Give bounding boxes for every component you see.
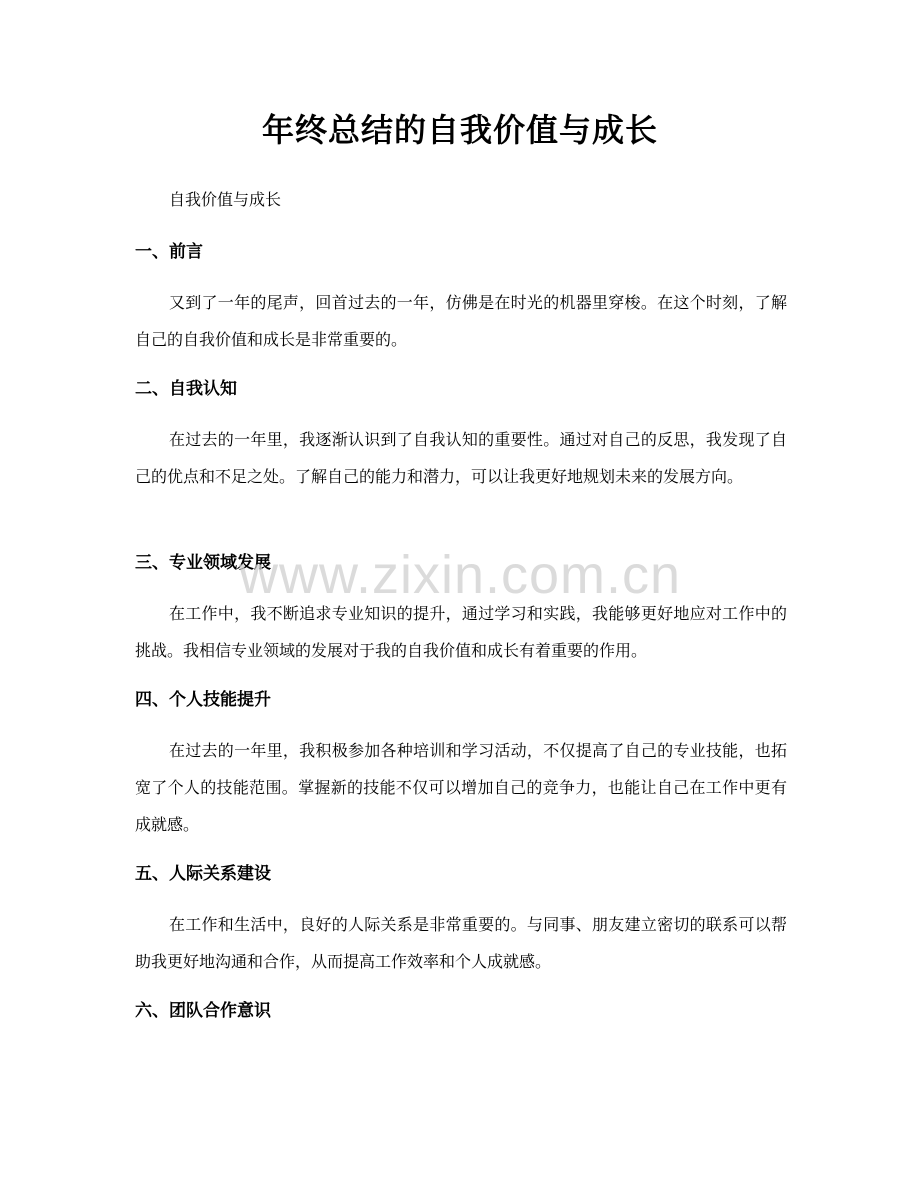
- section-heading-self-awareness: 二、自我认知: [135, 379, 237, 399]
- section-heading-skill-improvement: 四、个人技能提升: [135, 690, 271, 710]
- section-body-self-awareness: 在过去的一年里，我逐渐认识到了自我认知的重要性。通过对自己的反思，我发现了自己的优点和不足之处。了解自己的能力和潜力，可以让我更好地规划未来的发展方向。: [135, 430, 787, 486]
- section-body-preface: 又到了一年的尾声，回首过去的一年，仿佛是在时光的机器里穿梭。在这个时刻，了解自己的自我价值和成长是非常重要的。: [135, 293, 787, 349]
- section-heading-teamwork: 六、团队合作意识: [135, 1001, 271, 1021]
- section-body-professional-development: 在工作中，我不断追求专业知识的提升，通过学习和实践，我能够更好地应对工作中的挑战。我相信专业领域的发展对于我的自我价值和成长有着重要的作用。: [135, 604, 787, 660]
- document-title: 年终总结的自我价值与成长: [261, 111, 658, 149]
- section-body-skill-improvement: 在过去的一年里，我积极参加各种培训和学习活动，不仅提高了自己的专业技能，也拓宽了个人的技能范围。掌握新的技能不仅可以增加自己的竞争力，也能让自己在工作中更有成就感。: [135, 741, 787, 834]
- document-subtitle: 自我价值与成长: [169, 190, 282, 209]
- section-heading-professional-development: 三、专业领域发展: [135, 553, 271, 573]
- section-body-relationships: 在工作和生活中，良好的人际关系是非常重要的。与同事、朋友建立密切的联系可以帮助我更好地沟通和合作，从而提高工作效率和个人成就感。: [135, 915, 787, 971]
- watermark: www.zixin.com.cn: [238, 545, 682, 605]
- section-heading-relationships: 五、人际关系建设: [135, 864, 271, 884]
- section-heading-preface: 一、前言: [135, 242, 203, 262]
